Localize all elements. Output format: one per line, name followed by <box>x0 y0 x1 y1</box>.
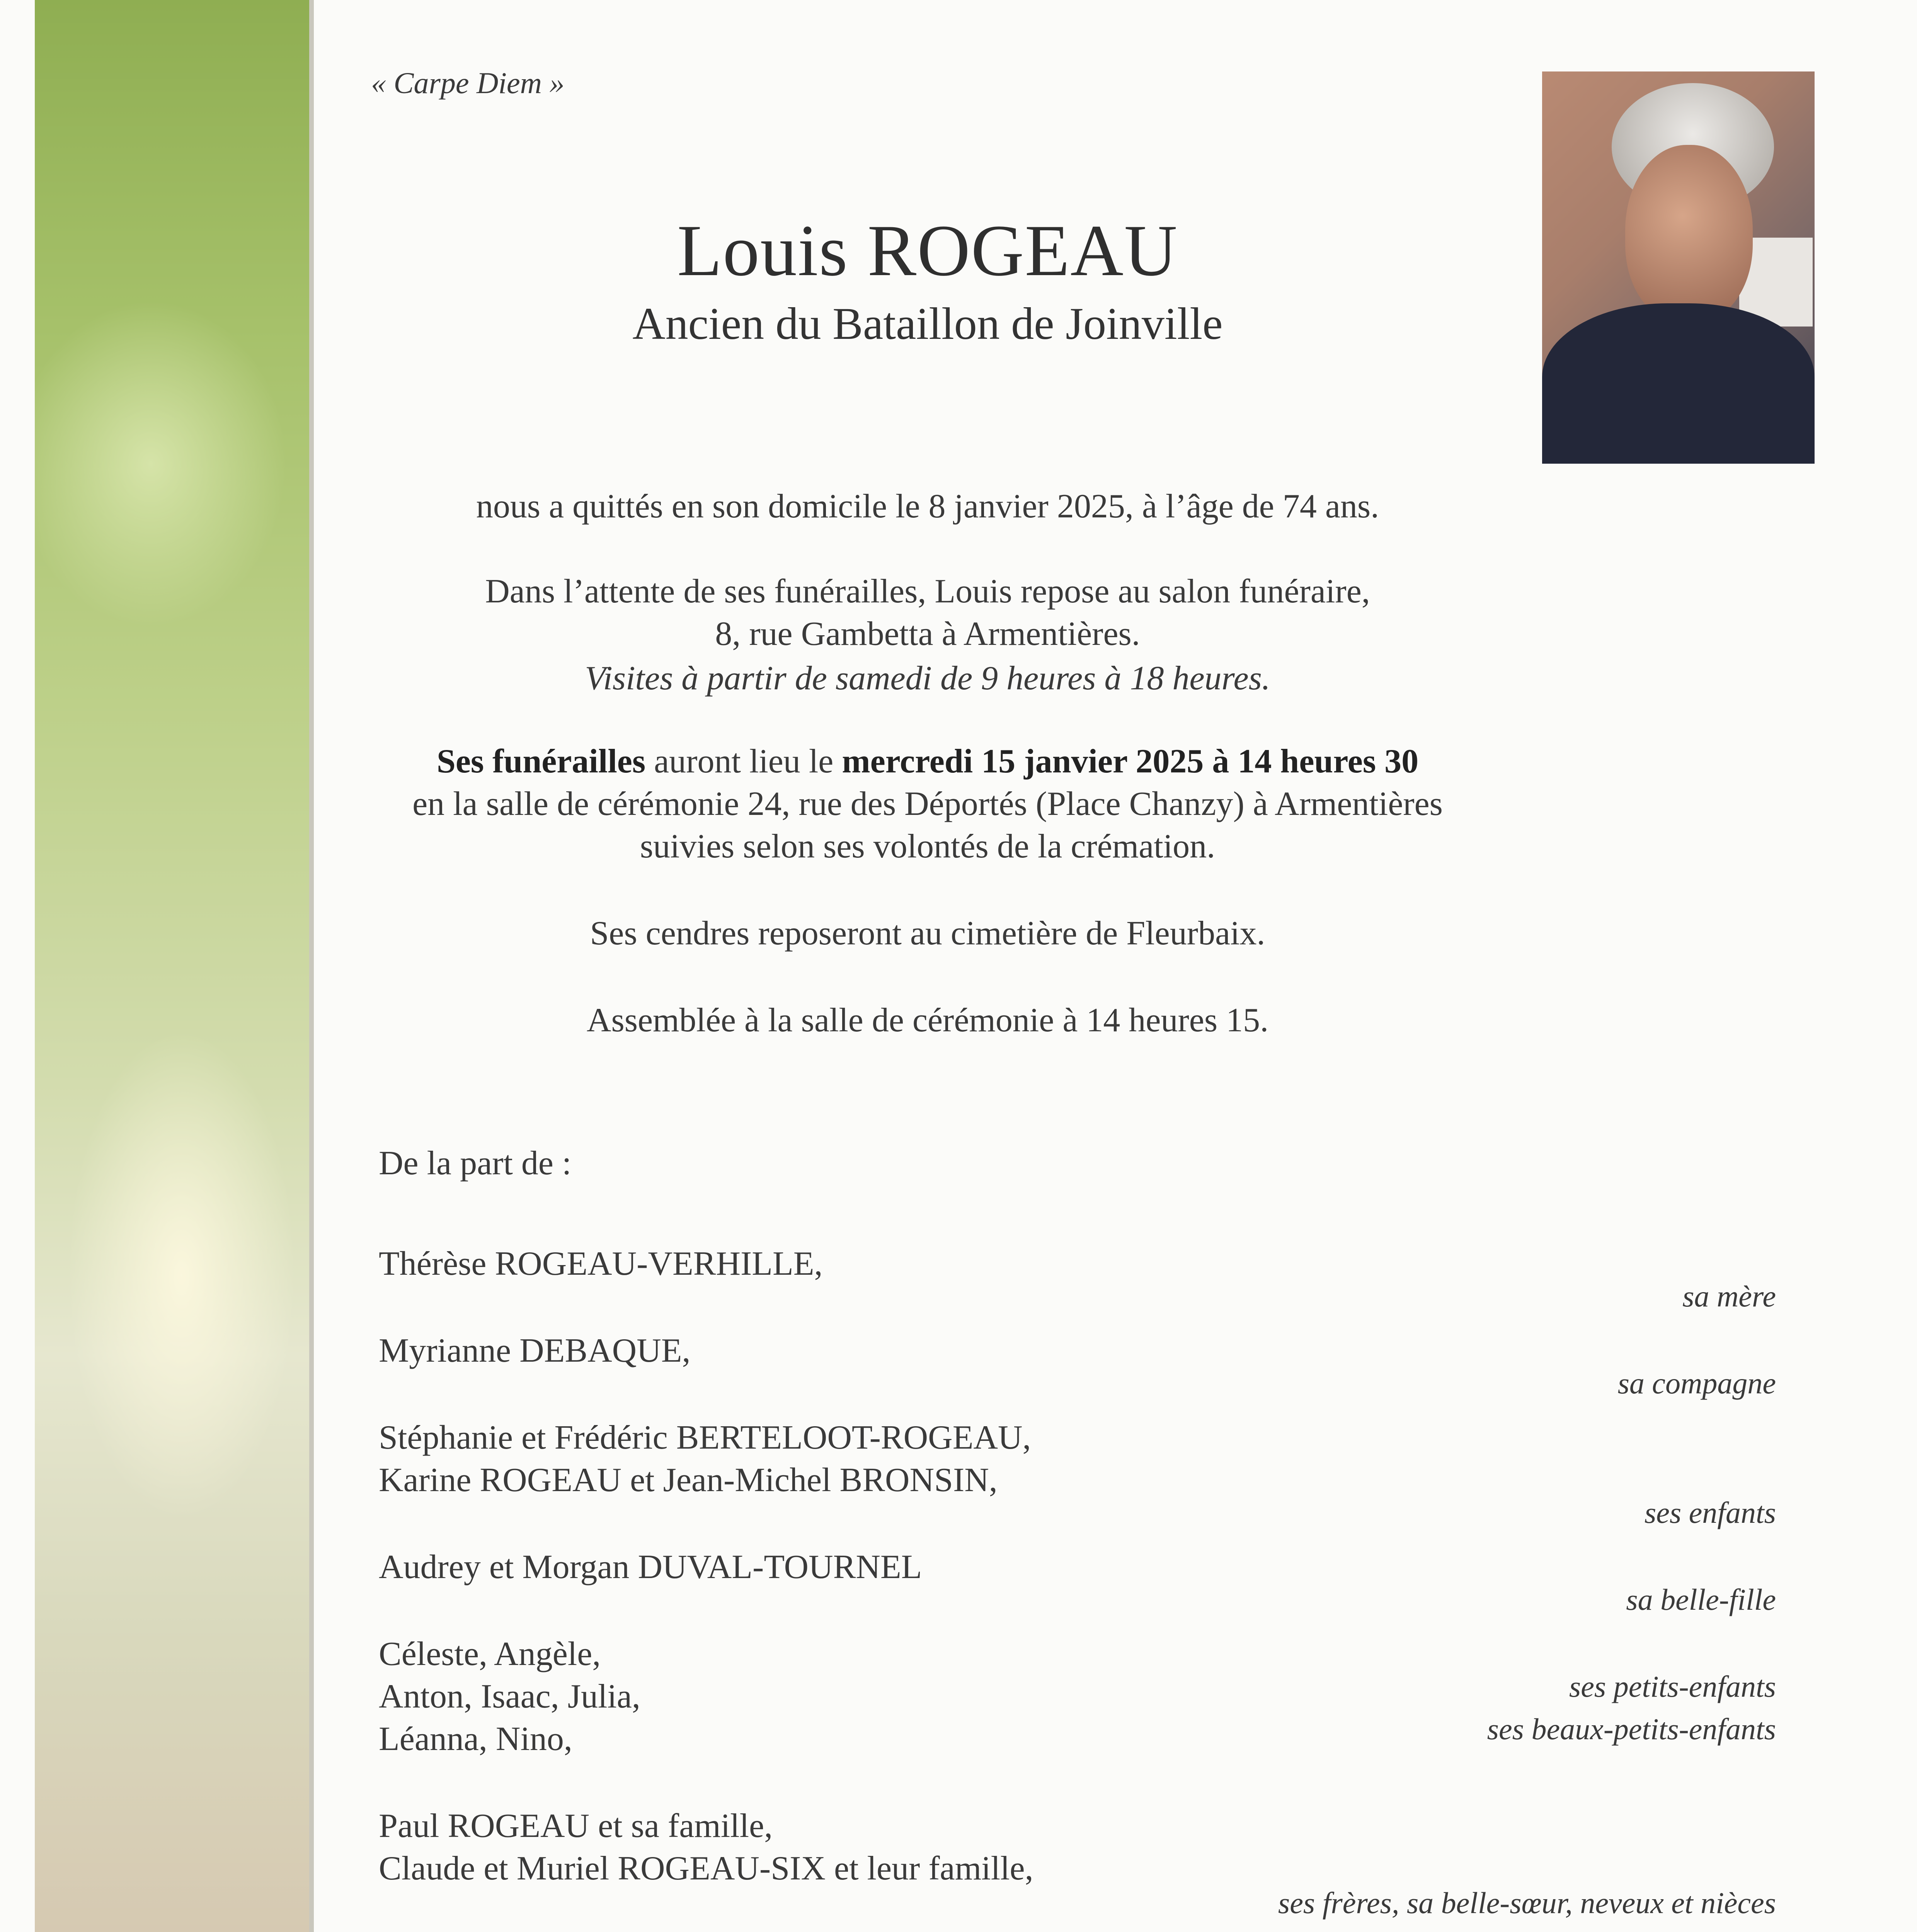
family-relation: ses enfants <box>1644 1496 1776 1529</box>
family-relation: ses beaux-petits-enfants <box>1487 1712 1776 1746</box>
family-relation: ses frères, sa belle-sœur, neveux et nièces <box>1278 1886 1776 1920</box>
assembly-line: Assemblée à la salle de cérémonie à 14 heures 15. <box>586 1002 1269 1039</box>
family-name: Stéphanie et Frédéric BERTELOOT-ROGEAU, <box>379 1419 1031 1456</box>
photo-face <box>1625 145 1753 323</box>
funeral-line-1 <box>309 740 1546 783</box>
family-name: Karine ROGEAU et Jean-Michel BRONSIN, <box>379 1461 998 1499</box>
rest-line-1: Dans l’attente de ses funérailles, Louis repose au salon funéraire, <box>485 573 1370 610</box>
deceased-name: Louis ROGEAU <box>677 210 1178 291</box>
funeral-line-2: en la salle de cérémonie 24, rue des Déportés (Place Chanzy) à Armentières <box>412 785 1443 823</box>
family-relation: sa compagne <box>1617 1366 1776 1400</box>
family-name: Paul ROGEAU et sa famille, <box>379 1807 773 1845</box>
death-line: nous a quittés en son domicile le 8 janvier 2025, à l’âge de 74 ans. <box>476 488 1379 525</box>
visits-line: Visites à partir de samedi de 9 heures à 18 heures. <box>585 660 1270 697</box>
deceased-subtitle: Ancien du Bataillon de Joinville <box>632 298 1223 349</box>
ashes-line: Ses cendres reposeront au cimetière de Fleurbaix. <box>590 915 1265 952</box>
family-name: Céleste, Angèle, <box>379 1635 601 1673</box>
epigraph: « Carpe Diem » <box>371 66 565 100</box>
photo-shirt <box>1542 303 1815 464</box>
rest-line-2: 8, rue Gambetta à Armentières. <box>715 615 1140 653</box>
family-relation: ses petits-enfants <box>1569 1670 1776 1703</box>
family-name: Léanna, Nino, <box>379 1720 572 1758</box>
family-name: Thérèse ROGEAU-VERHILLE, <box>379 1245 823 1282</box>
family-relation: sa belle-fille <box>1626 1583 1776 1616</box>
family-name: Myrianne DEBAQUE, <box>379 1332 691 1369</box>
family-name: Anton, Isaac, Julia, <box>379 1678 640 1715</box>
funeral-mid: auront lieu le <box>645 743 842 780</box>
family-relation: sa mère <box>1682 1279 1776 1313</box>
funeral-bold-2: mercredi 15 janvier 2025 à 14 heures 30 <box>842 743 1419 780</box>
decorative-forest-strip <box>35 0 313 1932</box>
funeral-bold-1: Ses funérailles <box>436 743 646 780</box>
family-intro: De la part de : <box>379 1145 572 1182</box>
family-name: Audrey et Morgan DUVAL-TOURNEL <box>379 1548 922 1586</box>
funeral-line-3: suivies selon ses volontés de la crémation. <box>640 828 1216 865</box>
portrait-photo <box>1542 71 1815 464</box>
family-name: Claude et Muriel ROGEAU-SIX et leur famille, <box>379 1850 1033 1887</box>
